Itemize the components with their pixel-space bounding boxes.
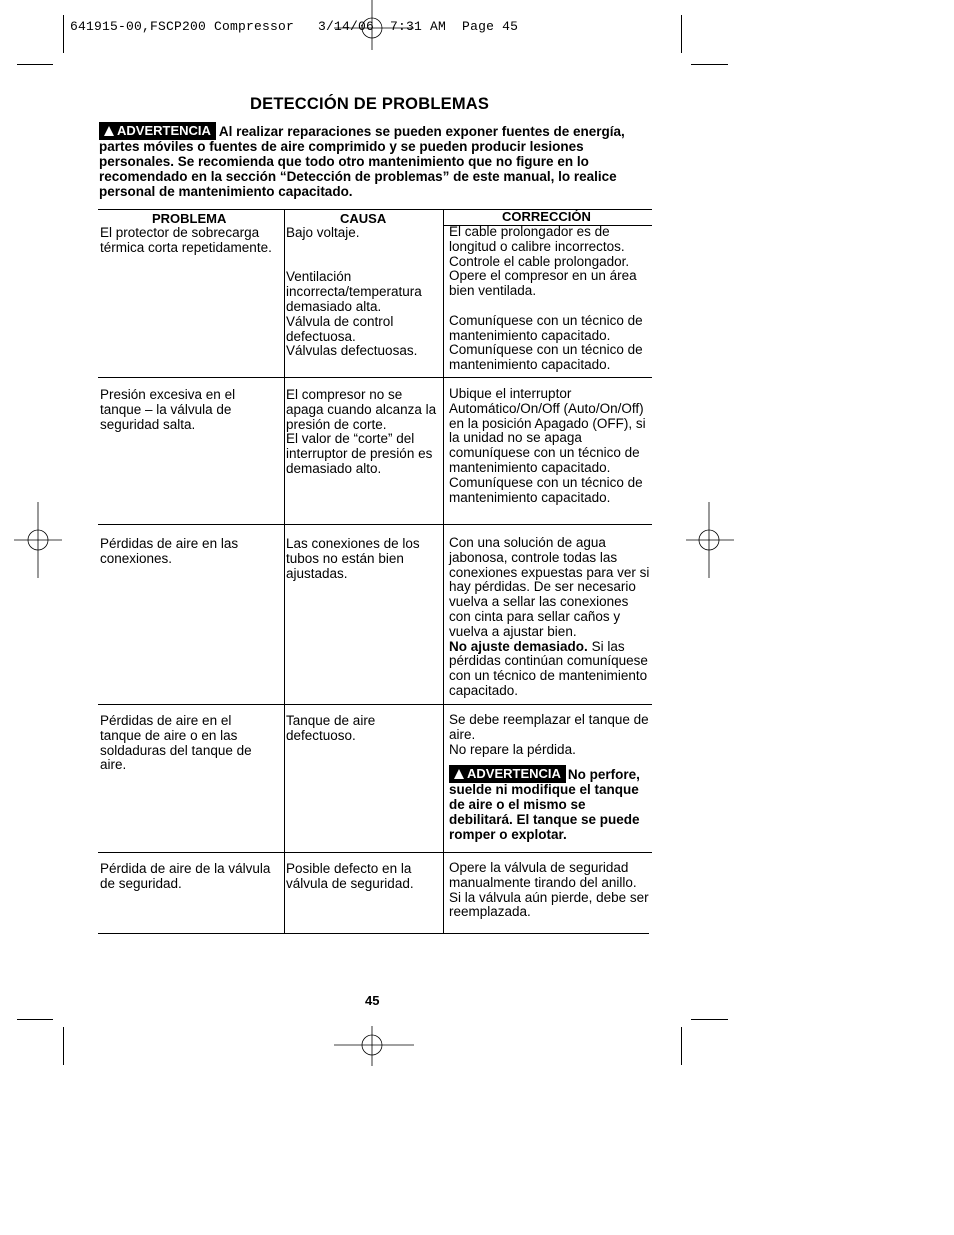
row4-correction-2: No repare la pérdida. — [449, 741, 576, 757]
row3-correction-2: No ajuste demasiado. — [449, 638, 588, 654]
row4-cause-1: Tanque de aire defectuoso. — [286, 713, 376, 743]
intro-warning — [99, 122, 647, 200]
row5-problem: Pérdida de aire de la válvula de seguridad. — [100, 861, 271, 891]
row2-problem: Presión excesiva en el tanque – la válvula de seguridad salta. — [100, 387, 236, 432]
row1-correction-2: Opere el compresor en un área bien ventilada. — [449, 268, 637, 299]
row2-correction-2: Comuníquese con un técnico de mantenimiento capacitado. — [449, 474, 643, 505]
row3-corrections — [449, 536, 652, 699]
header-causa: CAUSA — [340, 211, 387, 226]
row3-problem: Pérdidas de aire en las conexiones. — [100, 536, 239, 566]
row5-corrections — [449, 861, 651, 920]
crop-mark-br-v — [681, 1027, 682, 1065]
crop-mark-br-h — [691, 1019, 728, 1020]
row1-cause-1: Bajo voltaje. — [286, 225, 360, 240]
crop-mark-bl-v — [63, 1027, 64, 1065]
row1-causes — [286, 226, 442, 359]
row3-cause-1: Las conexiones de los tubos no están bien ajustadas. — [286, 536, 420, 581]
column-divider-2 — [443, 209, 444, 934]
row4-warning-badge — [449, 765, 566, 783]
row1-correction-3: Comuníquese con un técnico de mantenimiento capacitado. — [449, 312, 643, 343]
warning-label: ADVERTENCIA — [117, 123, 211, 138]
row1-correction-4: Comuníquese con un técnico de mantenimiento capacitado. — [449, 342, 643, 373]
row2-corrections — [449, 387, 651, 505]
row-rule-2 — [98, 524, 652, 525]
warning-triangle-icon — [104, 126, 114, 136]
row5-correction-1: Opere la válvula de seguridad manualmente tirando del anillo. Si la válvula aún pierde, debe ser reemplazada. — [449, 860, 649, 920]
row2-cause-2: El valor de “corte” del interruptor de presión es demasiado alto. — [286, 431, 433, 476]
row3-correction-3: Si las pérdidas continúan comuníquese con un técnico de mantenimiento capacitado. — [449, 638, 648, 698]
row1-correction-1: El cable prolongador es de longitud o calibre incorrectos. Controle el cable prolongador. — [449, 224, 630, 269]
row1-cause-2: Ventilación incorrecta/temperatura demasiado alta. — [286, 269, 422, 314]
row-rule-4 — [98, 852, 652, 853]
registration-mark-bottom — [334, 1026, 414, 1066]
row4-correction-1: Se debe reemplazar el tanque de aire. — [449, 712, 649, 742]
row4-warning-wrap — [449, 765, 652, 842]
registration-mark-left — [14, 502, 62, 578]
row-rule-1 — [98, 377, 652, 378]
row1-cause-4: Válvulas defectuosas. — [286, 343, 418, 359]
row4-problem: Pérdidas de aire en el tanque de aire o en las soldaduras del tanque de aire. — [100, 713, 252, 773]
row-rule-3 — [98, 704, 652, 705]
row4-corrections — [449, 713, 652, 843]
row3-causes — [286, 537, 436, 581]
header-correccion: CORRECCIÓN — [502, 209, 591, 224]
row1-corrections — [449, 225, 651, 373]
registration-mark-right — [686, 502, 734, 578]
warning-badge — [99, 122, 216, 140]
crop-mark-bl-h — [17, 1019, 53, 1020]
warning-triangle-icon — [454, 769, 464, 779]
crop-mark-tr-h — [691, 64, 728, 65]
row1-cause-3: Válvula de control defectuosa. — [286, 313, 394, 344]
row1-problem: El protector de sobrecarga térmica corta repetidamente. — [100, 225, 272, 255]
page-title: DETECCIÓN DE PROBLEMAS — [250, 95, 490, 113]
crop-mark-tl-v — [63, 15, 64, 53]
row2-correction-1: Ubique el interruptor Automático/On/Off (Auto/On/Off) en la posición Apagado (OFF), si la unidad no se apaga comuníquese con un técnico de mantenimiento capacitado. — [449, 386, 646, 475]
table-bottom-rule — [98, 933, 649, 934]
row4-causes — [286, 714, 436, 744]
column-divider-1 — [284, 209, 285, 934]
registration-mark-top — [334, 0, 414, 50]
intro-text: Al realizar reparaciones se pueden exponer fuentes de energía, partes móviles o fuentes de aire comprimido y se pueden producir lesiones personales. Se recomienda que todo otro mantenimiento que no figure en lo recomendado en la sección “Detección de problemas” de este manual, lo realice personal de mantenimiento capacitado. — [99, 124, 625, 199]
row5-causes — [286, 862, 436, 892]
print-slug: 641915-00,FSCP200 Compressor 3/14/06 7:31 AM Page 45 — [70, 19, 519, 34]
row5-cause-1: Posible defecto en la válvula de seguridad. — [286, 861, 414, 891]
row4-warning-label: ADVERTENCIA — [467, 766, 561, 782]
row3-correction-2-wrap — [449, 640, 652, 699]
crop-mark-tr-v — [681, 15, 682, 53]
row3-correction-1: Con una solución de agua jabonosa, controle todas las conexiones expuestas para ver si hay pérdidas. De ser necesario vuelva a sellar las conexiones con cinta para sellar caños y vuelva a ajustar bien. — [449, 535, 650, 639]
header-problema: PROBLEMA — [152, 211, 227, 226]
row2-cause-1: El compresor no se apaga cuando alcanza la presión de corte. — [286, 387, 437, 432]
row4-correction-3: No perfore, suelde ni modifique el tanque de aire o el mismo se debilitará. El tanque se puede romper o explotar. — [449, 767, 640, 842]
row2-causes — [286, 388, 442, 477]
crop-mark-tl-h — [17, 64, 53, 65]
page-number: 45 — [365, 993, 380, 1008]
